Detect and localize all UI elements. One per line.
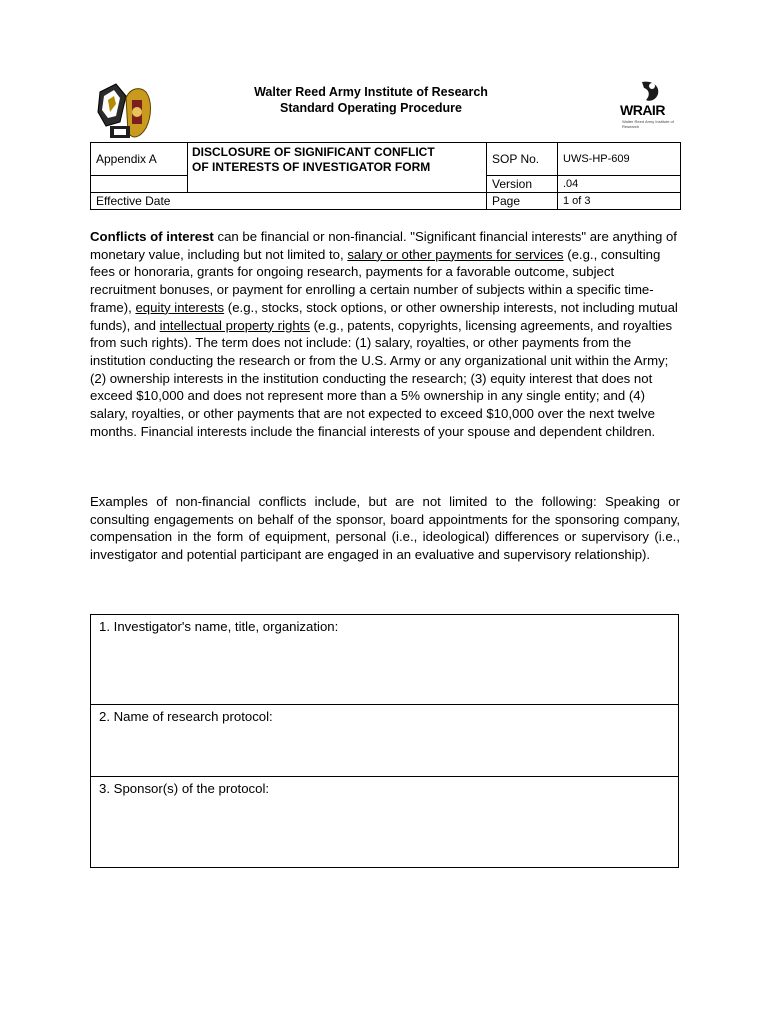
page-label: Page [487,193,558,210]
sop-no-label: SOP No. [487,143,558,176]
document-subtitle: Standard Operating Procedure [280,101,462,115]
disclosure-form [90,614,679,868]
p1-text-c: (e.g., stocks, stock options, or other ownership interests, not including mutual funds), and [90,299,678,333]
sponsor-field-label: 3. Sponsor(s) of the protocol: [99,781,270,796]
army-crest-logo [96,82,158,142]
equity-term: equity interests [135,299,225,315]
form-title-cell [188,143,487,193]
page-value: 1 of 3 [558,193,681,210]
version-value: .04 [558,176,681,193]
p1-text-d: (e.g., patents, copyrights, licensing agreements, and royalties from such rights). The term does not include: (1) salary, royalties, or other payments from the institution conducting the research or from the U.S. Army or any organizational unit within the Army; (2) ownership interests in the institution conducting the research; (3) equity interest that does not exceed $10,000 and does not represent more than a 5% ownership in any single entity; and (4) salary, royalties, or other payments that are not expected to exceed $10,000 over the next twelve months. Financial interests include the financial interests of your spouse and dependent children. [90,317,673,439]
p1-text-b: (e.g., consulting fees or honoraria, grants for ongoing research, payments for a favorable outcome, subject recruitment bonuses, or payment for enrolling a certain number of subjects within a specific time-frame), [90,246,661,315]
non-financial-paragraph: Examples of non-financial conflicts include, but are not limited to the following: Speaking or consulting engagements on behalf of the sponsor, board appointments for the sponsoring company, compensation in the form of equipment, personal (i.e., ideological) differences or supervisory (i.e., investigator and potential participant are engaged in an evaluative and supervisory relationship). [90,494,680,563]
appendix-spacer [91,176,188,193]
institute-name: Walter Reed Army Institute of Research [254,85,488,99]
protocol-name-field[interactable] [91,705,678,777]
document-header [190,84,552,116]
form-title-line1: DISCLOSURE OF SIGNIFICANT CONFLICT [192,145,435,159]
conflicts-heading: Conflicts of interest [90,229,214,244]
investigator-field[interactable] [91,615,678,705]
sponsor-field[interactable] [91,777,678,867]
conflicts-paragraph [90,228,680,440]
p1-text-a: can be financial or non-financial. "Significant financial interests" are anything of monetary value, including but not limited to, [90,229,677,262]
wrair-logo-text: WRAIR [620,102,665,118]
salary-term: salary or other payments for services [347,246,564,262]
ip-term: intellectual property rights [159,317,310,333]
protocol-name-label: 2. Name of research protocol: [99,709,273,724]
form-title-line2: OF INTERESTS OF INVESTIGATOR FORM [192,160,431,174]
effective-date-label: Effective Date [91,193,487,210]
appendix-cell [91,143,188,176]
sop-no-value: UWS-HP-609 [558,143,681,176]
appendix-label: Appendix A [96,152,157,166]
investigator-field-label: 1. Investigator's name, title, organization: [99,619,339,634]
sop-info-table [90,142,681,210]
wrair-logo-subtext: Walter Reed Army Institute of Research [622,119,674,129]
version-label: Version [487,176,558,193]
